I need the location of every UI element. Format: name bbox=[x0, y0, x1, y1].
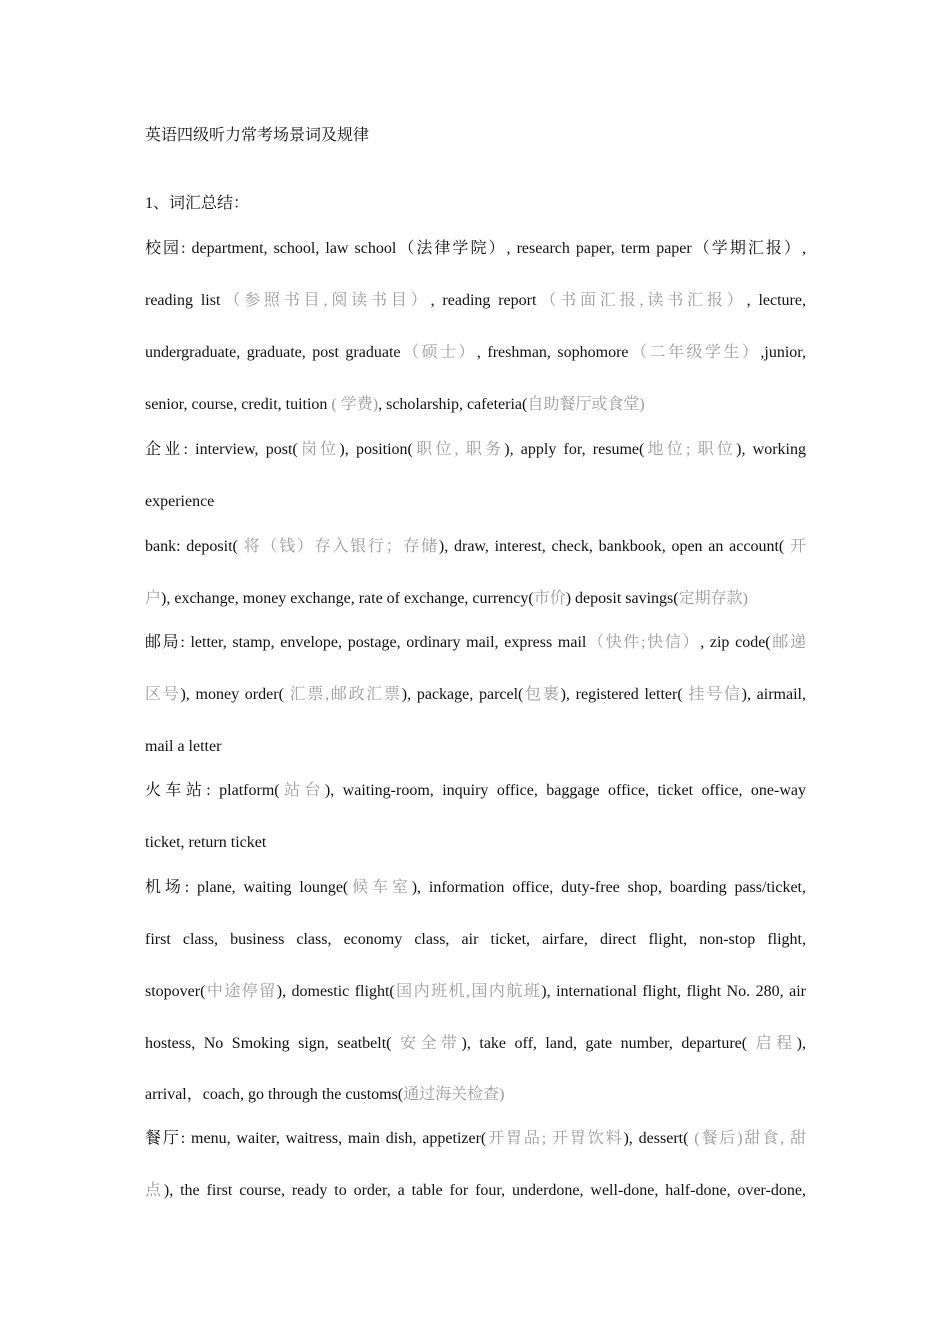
chinese-gloss: 包裹 bbox=[523, 686, 561, 703]
chinese-gloss: 国内班机,国内航班 bbox=[394, 983, 542, 1000]
line-text: , zip code( bbox=[700, 634, 771, 651]
line-text: 火车站: platform( bbox=[145, 782, 280, 799]
line-text: senior, course, credit, tuition bbox=[145, 396, 328, 413]
chinese-gloss: （快件;快信） bbox=[586, 634, 701, 651]
vocabulary-line bbox=[145, 1032, 806, 1056]
line-text: undergraduate, graduate, post graduate bbox=[145, 344, 401, 361]
line-text: first class, business class, economy class, air ticket, airfare, direct flight, non-stop flight, bbox=[145, 931, 806, 948]
line-text: , reading report bbox=[430, 292, 537, 309]
line-text: mail a letter bbox=[145, 738, 222, 755]
line-text: , lecture, bbox=[746, 292, 806, 309]
vocabulary-line bbox=[145, 779, 806, 803]
line-text: ), working bbox=[736, 441, 807, 458]
chinese-gloss: 候车室 bbox=[348, 879, 412, 896]
chinese-gloss: 开 bbox=[784, 538, 806, 555]
line-text: ,junior, bbox=[760, 344, 806, 361]
line-text: ), registered letter( bbox=[560, 686, 683, 703]
line-text: ), take off, land, gate number, departure( bbox=[461, 1035, 748, 1052]
line-text: ), apply for, resume( bbox=[504, 441, 645, 458]
chinese-gloss: 将（钱）存入银行；存储 bbox=[237, 538, 439, 555]
vocabulary-line bbox=[145, 237, 806, 261]
vocabulary-line bbox=[145, 587, 806, 611]
line-text: 机场: plane, waiting lounge( bbox=[145, 879, 349, 896]
vocabulary-line bbox=[145, 831, 806, 855]
line-text: ), package, parcel( bbox=[401, 686, 524, 703]
section-heading: 1、词汇总结： bbox=[145, 195, 250, 212]
line-text: stopover( bbox=[145, 983, 206, 1000]
chinese-gloss: 地位; 职位 bbox=[644, 441, 737, 458]
line-text: , scholarship, cafeteria( bbox=[378, 396, 528, 413]
chinese-gloss: 市价 bbox=[533, 590, 566, 607]
chinese-gloss: 自助餐厅或食堂) bbox=[527, 396, 645, 413]
chinese-gloss: 启程 bbox=[747, 1035, 797, 1052]
vocabulary-line bbox=[145, 438, 806, 462]
line-text: bank: deposit( bbox=[145, 538, 238, 555]
line-text: ), information office, duty-free shop, boarding pass/ticket, bbox=[411, 879, 806, 896]
line-text: 校园: department, school, law school（法律学院）, research paper, term paper（学期汇报）, bbox=[145, 240, 806, 257]
chinese-gloss: 区号 bbox=[145, 686, 181, 703]
vocabulary-line bbox=[145, 1127, 806, 1151]
chinese-gloss: 安全带 bbox=[391, 1035, 462, 1052]
chinese-gloss: 点 bbox=[145, 1182, 164, 1199]
chinese-gloss: （硕士） bbox=[400, 344, 477, 361]
chinese-gloss: 岗位 bbox=[297, 441, 340, 458]
chinese-gloss: 通过海关检查) bbox=[403, 1086, 505, 1103]
line-text: ticket, return ticket bbox=[145, 834, 267, 851]
line-text: 餐厅: menu, waiter, waitress, main dish, appetizer( bbox=[145, 1130, 487, 1147]
line-text: hostess, No Smoking sign, seatbelt( bbox=[145, 1035, 392, 1052]
chinese-gloss: 中途停留 bbox=[205, 983, 277, 1000]
line-text: ), draw, interest, check, bankbook, open an account( bbox=[438, 538, 785, 555]
chinese-gloss: （参照书目,阅读书目） bbox=[220, 292, 431, 309]
chinese-gloss: 职位, 职务 bbox=[412, 441, 505, 458]
line-text: ), position( bbox=[339, 441, 413, 458]
line-text: ), international flight, flight No. 280, air bbox=[541, 983, 806, 1000]
line-text: ), the first course, ready to order, a table for four, underdone, well-done, half-done, over-done, bbox=[163, 1182, 806, 1199]
chinese-gloss: ( 学费) bbox=[327, 396, 379, 413]
line-text: ), money order( bbox=[180, 686, 284, 703]
vocabulary-line bbox=[145, 1179, 806, 1203]
chinese-gloss: （书面汇报,读书汇报） bbox=[536, 292, 747, 309]
line-text: 企业: interview, post( bbox=[145, 441, 298, 458]
chinese-gloss: 开胃品; 开胃饮料 bbox=[486, 1130, 624, 1147]
chinese-gloss: （二年级学生） bbox=[628, 344, 761, 361]
vocabulary-line bbox=[145, 393, 806, 417]
vocabulary-line bbox=[145, 1083, 806, 1107]
line-text: ) deposit savings( bbox=[565, 590, 679, 607]
vocabulary-line bbox=[145, 928, 806, 952]
chinese-gloss: 邮递 bbox=[770, 634, 806, 651]
line-text: reading list bbox=[145, 292, 221, 309]
vocabulary-line bbox=[145, 490, 806, 514]
document-title: 英语四级听力常考场景词及规律 bbox=[145, 127, 370, 144]
vocabulary-line bbox=[145, 683, 806, 707]
chinese-gloss: 挂号信 bbox=[682, 686, 742, 703]
line-text: 邮局: letter, stamp, envelope, postage, ordinary mail, express mail bbox=[145, 634, 587, 651]
vocabulary-line bbox=[145, 876, 806, 900]
chinese-gloss: 户 bbox=[145, 590, 162, 607]
chinese-gloss: 站台 bbox=[279, 782, 325, 799]
vocabulary-line bbox=[145, 535, 806, 559]
vocabulary-line bbox=[145, 735, 806, 759]
vocabulary-line bbox=[145, 980, 806, 1004]
line-text: ), waiting-room, inquiry office, baggage office, ticket office, one-way bbox=[324, 782, 806, 799]
line-text: ), dessert( bbox=[623, 1130, 689, 1147]
line-text: arrival，coach, go through the customs( bbox=[145, 1086, 404, 1103]
vocabulary-line bbox=[145, 631, 806, 655]
line-text: , freshman, sophomore bbox=[476, 344, 629, 361]
chinese-gloss: (餐后)甜食, 甜 bbox=[688, 1130, 806, 1147]
line-text: ), bbox=[796, 1035, 806, 1052]
line-text: ), domestic flight( bbox=[276, 983, 395, 1000]
chinese-gloss: 定期存款) bbox=[678, 590, 748, 607]
chinese-gloss: 汇票,邮政汇票 bbox=[283, 686, 402, 703]
vocabulary-line bbox=[145, 289, 806, 313]
line-text: experience bbox=[145, 493, 215, 510]
vocabulary-line bbox=[145, 341, 806, 365]
line-text: ), exchange, money exchange, rate of exchange, currency( bbox=[161, 590, 534, 607]
line-text: ), airmail, bbox=[741, 686, 806, 703]
